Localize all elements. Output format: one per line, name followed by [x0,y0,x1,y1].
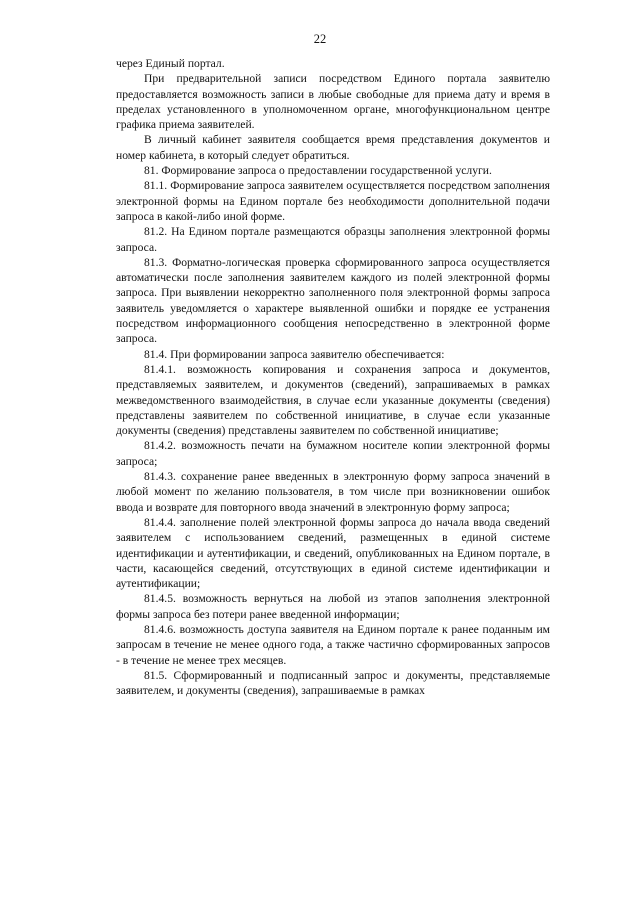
paragraph: 81.4.6. возможность доступа заявителя на Едином портале к ранее поданным им запросам в течение не менее одного года, а также частично сформированных запросов - в течение не менее трех месяцев. [116,622,550,667]
page-number: 22 [313,32,327,46]
document-body [116,56,550,698]
paragraph: через Единый портал. [116,57,225,70]
paragraph: 81.2. На Едином портале размещаются образцы заполнения электронной формы запроса. [116,225,550,254]
paragraph: 81.3. Форматно-логическая проверка сформированного запроса осуществляется автоматически после заполнения заявителем каждого из полей электронной формы запроса. При выявлении некорректно заполненного поля электронной формы запроса заявитель уведомляется о характере выявленной ошибки и порядке ее устранения посредством информационного сообщения непосредственно в электронной форме запроса. [116,255,550,346]
paragraph: 81.4.1. возможность копирования и сохранения запроса и документов, представляемых заявителем, и документов (сведений), запрашиваемых в рамках межведомственного взаимодействия, в случае если указанные документы (сведения) представлены заявителем по собственной инициативе, в случае если указанные документы (сведения) представлены заявителем по собственной инициативе; [116,362,550,438]
paragraph: 81.4.3. сохранение ранее введенных в электронную форму запроса значений в любой момент по желанию пользователя, в том числе при возникновении ошибок ввода и возврате для повторного ввода значений в электронную форму запроса; [116,470,550,514]
paragraph: 81.4.5. возможность вернуться на любой из этапов заполнения электронной формы запроса без потери ранее введенной информации; [116,592,550,621]
paragraph: 81.4. При формировании запроса заявителю обеспечивается: [144,347,445,361]
paragraph: В личный кабинет заявителя сообщается время представления документов и номер кабинета, в который следует обратиться. [116,133,550,162]
paragraph: 81.4.2. возможность печати на бумажном носителе копии электронной формы запроса; [116,439,550,468]
paragraph: 81.4.4. заполнение полей электронной формы запроса до начала ввода сведений заявителем с использованием сведений, размещенных в единой системе идентификации и аутентификации, и сведений, опубликованных на Едином портале, в части, касающейся сведений, отсутствующих в единой системе идентификации и аутентификации; [116,515,550,591]
paragraph: 81. Формирование запроса о предоставлении государственной услуги. [144,164,492,178]
paragraph: 81.5. Сформированный и подписанный запрос и документы, представляемые заявителем, и документы (сведения), запрашиваемые в рамках [116,668,550,698]
paragraph: 81.1. Формирование запроса заявителем осуществляется посредством заполнения электронной формы на Едином портале без необходимости дополнительной подачи запроса в какой-либо иной форме. [116,179,550,223]
paragraph: При предварительной записи посредством Единого портала заявителю предоставляется возможность записи в любые свободные для приема дату и время в пределах установленного в уполномоченном органе, многофункциональном центре графика приема заявителей. [116,72,550,132]
